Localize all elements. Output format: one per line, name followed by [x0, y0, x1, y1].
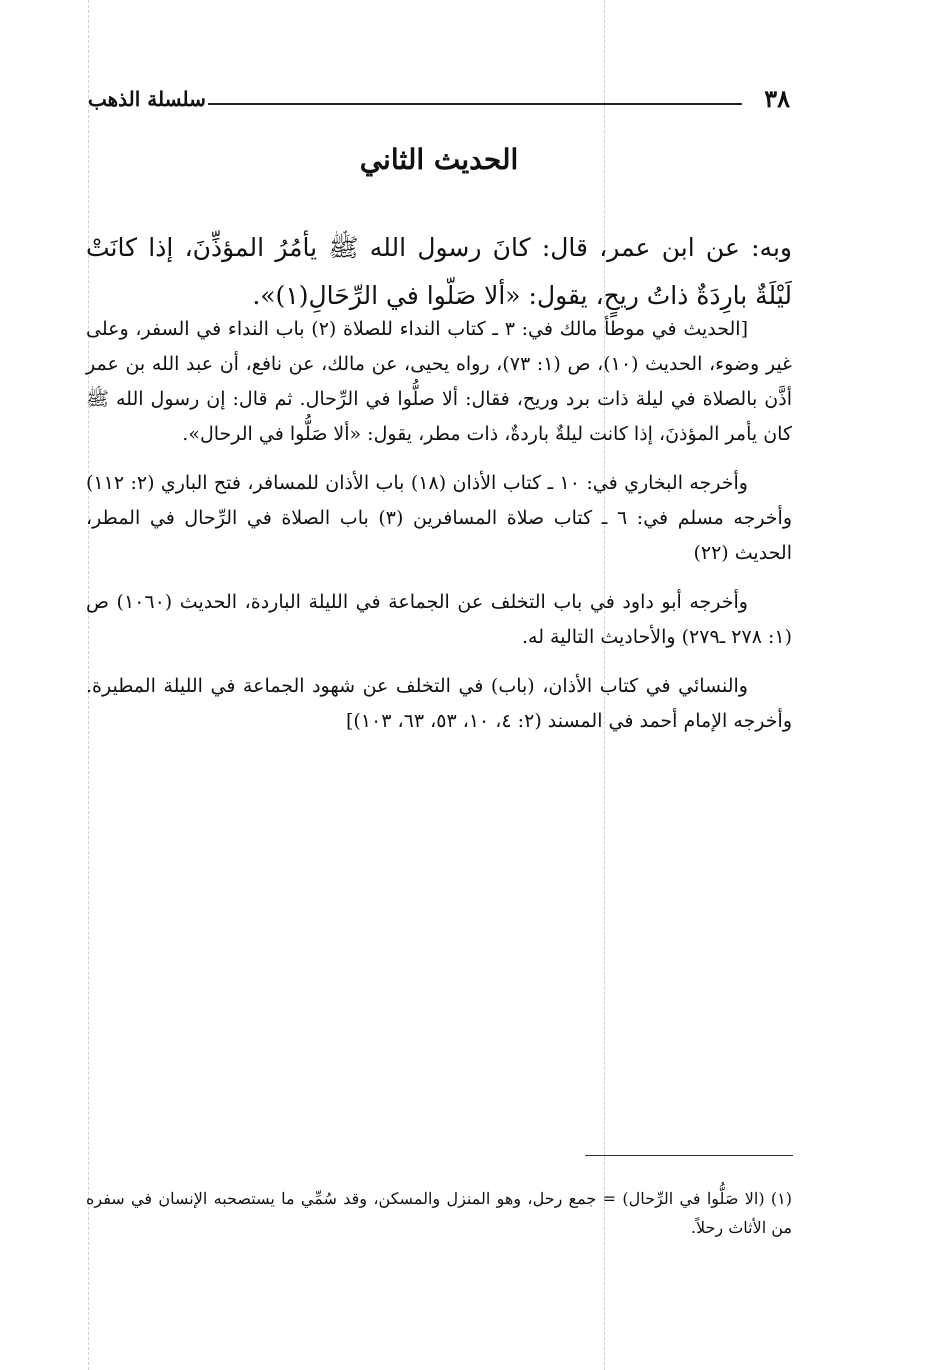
commentary-paragraph: وأخرجه البخاري في: ١٠ ـ كتاب الأذان (١٨) باب الأذان للمسافر، فتح الباري (٢: ١١٢) وأخرجه مسلم في: ٦ ـ كتاب صلاة المسافرين (٣) باب الصلاة في الرِّحال في المطر، الحديث (٢٢) — [86, 472, 792, 564]
commentary-block — [86, 312, 792, 753]
commentary-paragraph: وأخرجه أبو داود في باب التخلف عن الجماعة في الليلة الباردة، الحديث (١٠٦٠) ص (١: ٢٧٨ ـ٢٧٩) والأحاديث التالية له. — [86, 591, 792, 648]
page-number: ٣٨ — [764, 84, 790, 113]
header-rule — [208, 103, 742, 105]
footnote: (١) (الا صَلُّوا في الرِّحال) = جمع رحل، وهو المنزل والمسكن، وقد سُمِّي ما يستصحبه الإنسان في سفره من الأثاث رحلاً. — [86, 1189, 792, 1237]
hadith-text: وبه: عن ابن عمر، قال: كانَ رسول الله ﷺ يأمُرُ المؤذِّنَ، إذا كانَتْ لَيْلَةٌ بارِدَةٌ ذاتُ ريحٍ، يقول: «ألا صَلّوا في الرِّحَالِ(١)». — [86, 233, 792, 310]
section-title: الحديث الثاني — [359, 143, 519, 176]
footnote-rule — [585, 1155, 793, 1156]
running-title: سلسلة الذهب — [88, 87, 206, 111]
page-header — [88, 82, 790, 116]
commentary-paragraph: [الحديث في موطأ مالك في: ٣ ـ كتاب النداء للصلاة (٢) باب النداء في السفر، وعلى غير وضوء، الحديث (١٠)، ص (١: ٧٣)، رواه يحيى، عن مالك، عن نافع، أن عبد الله بن عمر أذَّن بالصلاة في ليلة ذات برد وريح، فقال: ألا صلُّوا في الرِّحال. ثم قال: إن رسول الله ﷺ كان يأمر المؤذنَ، إذا كانت ليلةٌ باردةٌ، ذات مطر، يقول: «ألا صَلُّوا في الرحال». — [86, 318, 792, 445]
commentary-paragraph: والنسائي في كتاب الأذان، (باب) في التخلف عن شهود الجماعة في الليلة المطيرة. وأخرجه الإمام أحمد في المسند (٢: ٤، ١٠، ٥٣، ٦٣، ١٠٣)] — [86, 675, 792, 732]
